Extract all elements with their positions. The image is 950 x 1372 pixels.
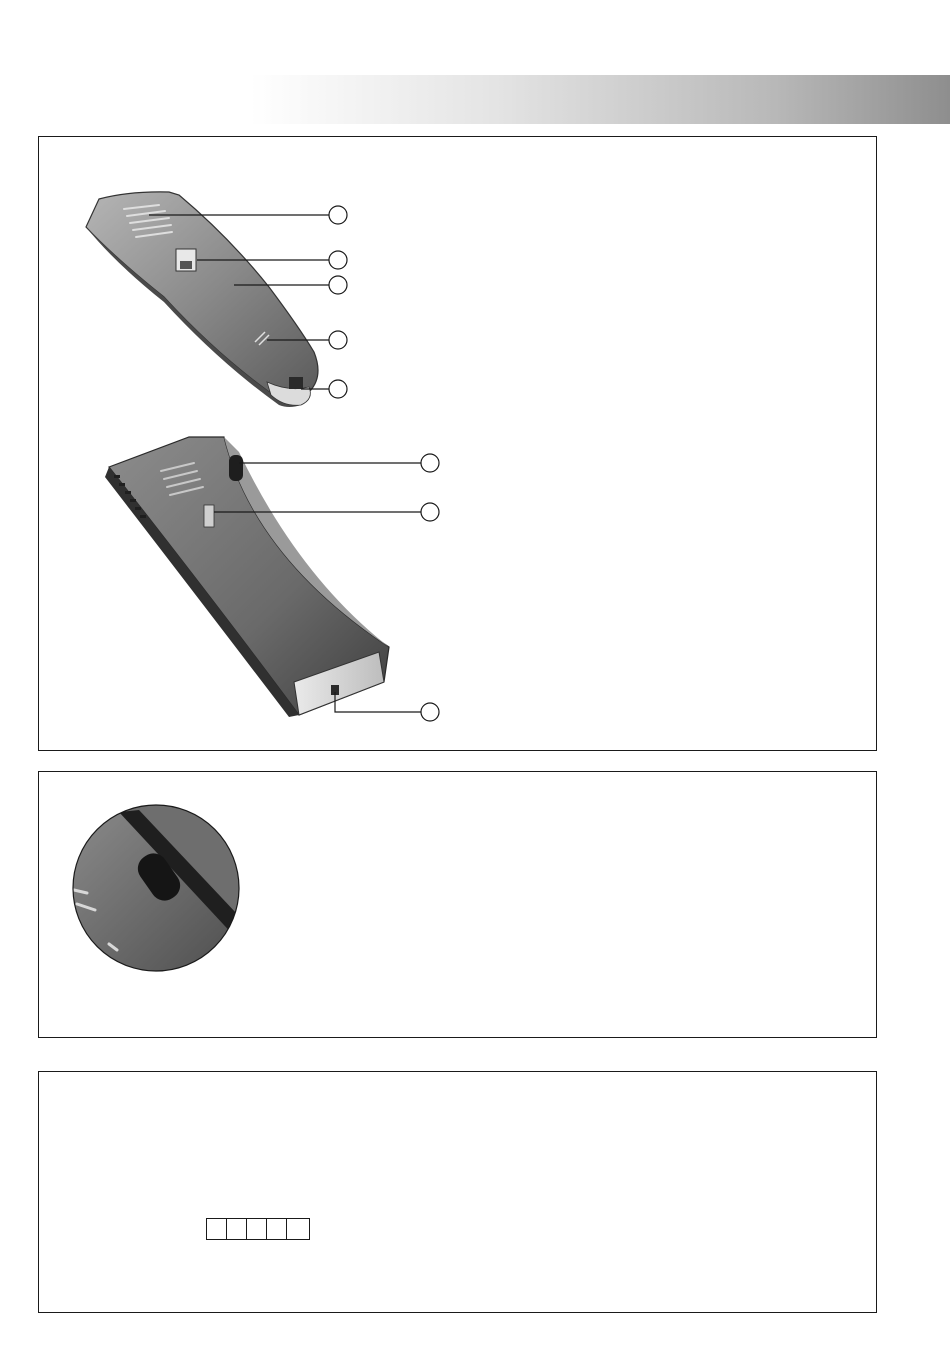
code-box bbox=[287, 1219, 309, 1239]
header-gradient-band bbox=[250, 75, 950, 124]
code-box bbox=[227, 1219, 247, 1239]
zoom-detail-illustration bbox=[39, 772, 878, 1039]
code-entry-panel bbox=[38, 1071, 877, 1313]
code-box-row bbox=[206, 1218, 310, 1240]
handset-base-view bbox=[105, 437, 389, 717]
detail-zoom-panel bbox=[38, 771, 877, 1038]
handset-back-view bbox=[86, 192, 318, 407]
handset-parts-panel bbox=[38, 136, 877, 751]
code-box bbox=[267, 1219, 287, 1239]
handset-illustration bbox=[39, 137, 878, 752]
code-box bbox=[247, 1219, 267, 1239]
code-box bbox=[207, 1219, 227, 1239]
